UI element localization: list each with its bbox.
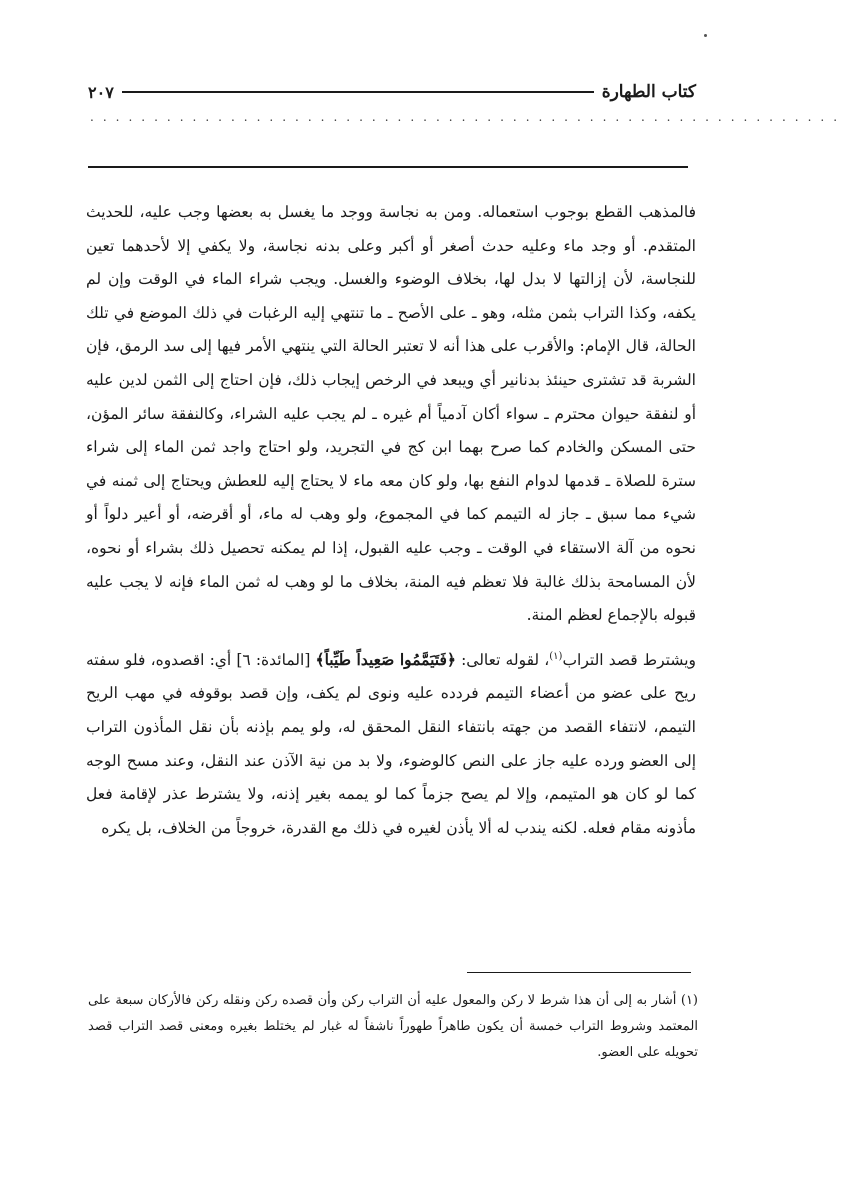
paragraph-2 [86, 643, 696, 846]
top-rule [88, 166, 688, 168]
main-text [86, 196, 696, 845]
corner-speck [704, 34, 707, 37]
running-header [88, 78, 696, 106]
header-rule [122, 91, 594, 93]
quran-verse: ﴿فَتَيَمَّمُوا صَعِيداً طَيِّباً﴾ [315, 649, 456, 669]
paragraph-1: فالمذهب القطع بوجوب استعماله. ومن به نجاسة ووجد ما يغسل به بعضها وجب عليه، للحديث المتقدم. أو وجد ماء وعليه حدث أصغر أو أكبر وعلى بدنه نجاسة، ولا يكفي إلا لأحدهما تعين للنجاسة، لأن إزالتها لا بدل لها، بخلاف الوضوء والغسل. ويجب شراء الماء في الوقت وإن لم يكفه، وكذا التراب بثمن مثله، وهو ـ على الأصح ـ ما تنتهي إليه الرغبات في ذلك الموضع في تلك الحالة، قال الإمام: والأقرب على هذا أنه لا تعتبر الحالة التي ينتهي الأمر فيها إلى سد الرمق، فإن الشربة قد تشترى حينئذ بدنانير أي ويبعد في الرخص إيجاب ذلك، فإن احتاج إلى الثمن لدين عليه أو لنفقة حيوان محترم ـ سواء أكان آدمياً أم غيره ـ لم يجب عليه الشراء، وكالنفقة سائر المؤن، حتى المسكن والخادم كما صرح بهما ابن كج في التجريد، ولو احتاج واجد ثمن الماء إلى شراء سترة للصلاة ـ قدمها لدوام النفع بها، ولو كان معه ماء لا يحتاج إليه للعطش ويحتاج إلى ثمنه في شيء مما سبق ـ جاز له التيمم كما في المجموع، ولو وهب له ماء، أو أقرضه، أو أعير دلواً أو نحوه من آلة الاستقاء في الوقت ـ وجب عليه القبول، إذا لم يمكنه تحصيل ذلك بشراء أو نحوه، لأن المسامحة بذلك غالبة فلا تعظم فيه المنة، بخلاف ما لو وهب له ثمن الماء فإنه لا يجب عليه قبوله بالإجماع لعظم المنة. [86, 203, 696, 625]
book-title: كتاب الطهارة [601, 82, 696, 102]
page-number: ٢٠٧ [88, 82, 114, 102]
footnote-rule [467, 972, 691, 973]
footnote [88, 988, 698, 1066]
paragraph-2-rest: [المائدة: ٦] أي: اقصدوه، فلو سفته ريح على عضو من أعضاء التيمم فردده عليه ونوى لم يكف، وإن قصد بوقوفه في مهب الريح التيمم، لانتفاء القصد من جهته بانتفاء النقل المحقق له، ولو يمم بإذنه بأن نقل المأذون التراب إلى العضو ورده عليه جاز على النص كالوضوء، ولا بد من نية الآذن عند النقل، وعند مسح الوجه كما لو كان هو المتيمم، وإلا لم يصح جزماً كما لو يممه بغير إذنه، ولا يشترط عذر لإقامة فعل مأذونه مقام فعله. لكنه يندب له ألا يأذن لغيره في ذلك مع القدرة، خروجاً من الخلاف، بل يكره [86, 650, 696, 837]
paragraph-2-mid: ، لقوله تعالى: [455, 650, 550, 669]
footnote-reference: (١) [549, 650, 563, 662]
paragraph-2-start: ويشترط قصد التراب [562, 650, 696, 669]
dotted-separator: ........................................................... [90, 110, 846, 124]
footnote-text: (١) أشار به إلى أن هذا شرط لا ركن والمعول عليه أن التراب ركن وأن قصده ركن ونقله ركن فالأركان سبعة على المعتمد وشروط التراب خمسة أن يكون طاهراً طهوراً ناشفاً له غبار لم يختلط بغيره ومعنى قصد التراب قصد تحويله على العضو. [88, 993, 698, 1060]
